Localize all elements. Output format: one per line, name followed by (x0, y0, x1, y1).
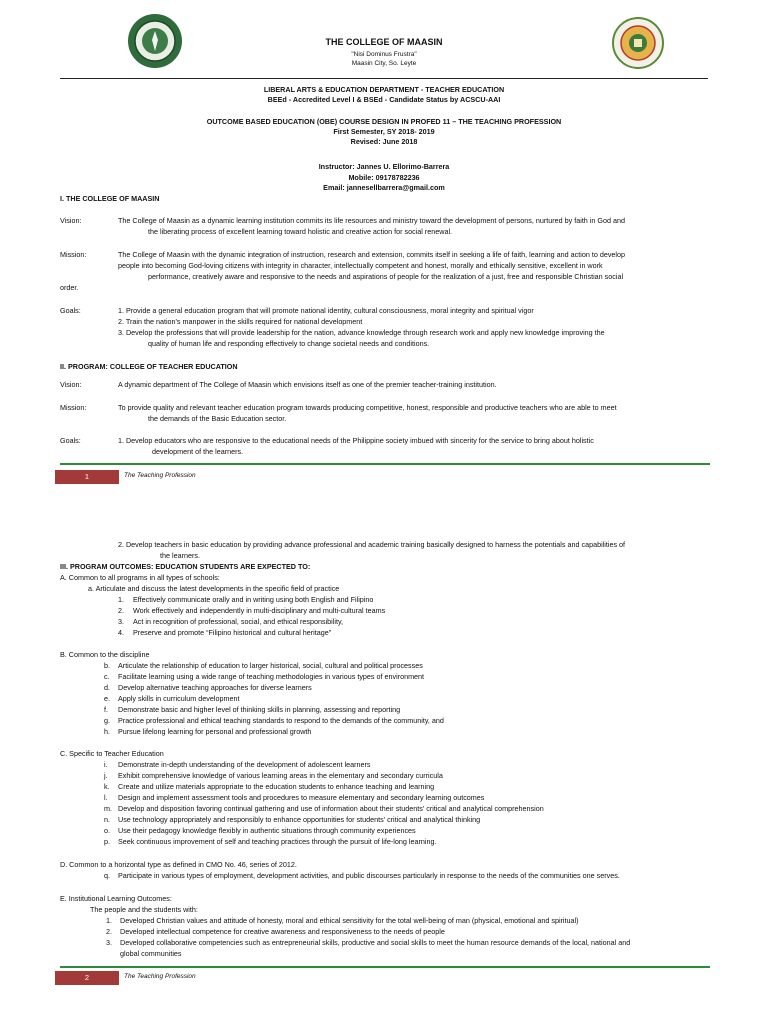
list-item-text: Facilitate learning using a wide range of teaching methodologies in various types of environment (118, 672, 425, 681)
department-title: LIBERAL ARTS & EDUCATION DEPARTMENT - TEACHER EDUCATION (263, 85, 505, 94)
list-marker: d. (104, 683, 110, 692)
list-item-text: Apply skills in curriculum development (118, 694, 240, 703)
list-marker: 1. (106, 916, 112, 925)
instructor-mobile: Mobile: 09178782236 (348, 173, 420, 182)
list-marker: g. (104, 716, 110, 725)
list-item-text: Developed collaborative competencies such as entrepreneurial skills, productive and social skills to meet the human resource demands of the local, national and (120, 938, 631, 947)
page-number-badge: 1 (55, 470, 119, 484)
list-marker: c. (104, 672, 110, 681)
footer-rule (60, 463, 710, 465)
list-marker: p. (104, 837, 110, 846)
section-1-title: I. THE COLLEGE OF MAASIN (60, 194, 160, 203)
outcome-group-d-title: D. Common to a horizontal type as defined in CMO No. 46, series of 2012. (60, 860, 297, 869)
mission-line: order. (60, 283, 79, 292)
list-item-text: Pursue lifelong learning for personal and professional growth (118, 727, 312, 736)
outcome-group-e-title: E. Institutional Learning Outcomes: (60, 894, 172, 903)
list-item-text: Developed intellectual competence for creative awareness and responsiveness to the needs of people (120, 927, 445, 936)
list-marker: e. (104, 694, 110, 703)
instructor-name: Instructor: Jannes U. Ellorimo-Barrera (318, 162, 450, 171)
semester-text: First Semester, SY 2018- 2019 (333, 127, 435, 136)
list-item-text: Effectively communicate orally and in writing using both English and Filipino (133, 595, 374, 604)
list-marker: l. (104, 793, 108, 802)
list-item-text: Act in recognition of professional, social, and ethical responsibility, (133, 617, 344, 626)
list-item-text: Design and implement assessment tools and procedures to measure elementary and secondary learning outcomes (118, 793, 485, 802)
program-mission-line: the demands of the Basic Education sector. (148, 414, 287, 423)
list-item-text: Create and utilize materials appropriate to the education students to enhance teaching and learning (118, 782, 435, 791)
program-goal-item: 2. Develop teachers in basic education by providing advance professional and academic training basically designed to harness the potentials and capabilities of (118, 540, 626, 549)
list-marker: n. (104, 815, 110, 824)
list-item-text: Developed Christian values and attitude of honesty, moral and ethical sensitivity for the total well-being of man (physical, emotional and spiritual) (120, 916, 579, 925)
list-item-text: Articulate the relationship of education to larger historical, social, cultural and political processes (118, 661, 423, 670)
mission-line: performance, creatively aware and responsive to the needs and aspirations of people for the realization of a just, free and responsible Christian social (148, 272, 624, 281)
list-marker: f. (104, 705, 108, 714)
accreditation-text: BEEd - Accredited Level I & BSEd - Candidate Status by ACSCU-AAI (267, 95, 501, 104)
mission-line: The College of Maasin with the dynamic integration of instruction, research and extension, commits itself in seeking a life of faith, learning and action to develop (118, 250, 625, 259)
revised-text: Revised: June 2018 (350, 137, 418, 146)
vision-line: The College of Maasin as a dynamic learning institution commits its life resources and ministry toward the development of persons, nurtured by faith in God and (118, 216, 625, 225)
program-mission-label: Mission: (60, 403, 87, 412)
list-marker: q. (104, 871, 110, 880)
program-vision: A dynamic department of The College of Maasin which envisions itself as one of the premier teacher-training institution. (118, 380, 497, 389)
list-marker: h. (104, 727, 110, 736)
vision-label: Vision: (60, 216, 82, 225)
outcome-a-sub: a. Articulate and discuss the latest developments in the specific field of practice (88, 584, 340, 593)
list-marker: m. (104, 804, 112, 813)
outcome-group-b-title: B. Common to the discipline (60, 650, 150, 659)
instructor-email: Email: jannesellbarrera@gmail.com (323, 183, 445, 192)
section-2-title: II. PROGRAM: COLLEGE OF TEACHER EDUCATION (60, 362, 238, 371)
list-item-text: Preserve and promote “Filipino historical and cultural heritage” (133, 628, 332, 637)
header-divider (60, 78, 708, 79)
list-marker: 2. (118, 606, 124, 615)
college-location: Maasin City, So. Leyte (351, 60, 417, 67)
section-3-title: III. PROGRAM OUTCOMES: EDUCATION STUDENTS ARE EXPECTED TO: (60, 562, 311, 571)
list-item-text: Exhibit comprehensive knowledge of various learning areas in the elementary and secondary curricula (118, 771, 443, 780)
outcome-e-sub: The people and the students with: (90, 905, 198, 914)
list-item-text: Demonstrate in-depth understanding of the development of adolescent learners (118, 760, 371, 769)
list-item-text: Work effectively and independently in multi-disciplinary and multi-cultural teams (133, 606, 386, 615)
goal-item: 1. Provide a general education program that will promote national identity, cultural consciousness, moral integrity and spiritual vigor (118, 306, 534, 315)
goals-label: Goals: (60, 306, 81, 315)
program-goal-item: 1. Develop educators who are responsive to the educational needs of the Philippine society imbued with sincerity for the service to bring about holistic (118, 436, 594, 445)
course-title: OUTCOME BASED EDUCATION (OBE) COURSE DESIGN IN PROFED 11 – THE TEACHING PROFESSION (206, 117, 562, 126)
program-goal-item: the learners. (160, 551, 200, 560)
list-marker: i. (104, 760, 108, 769)
list-marker: j. (104, 771, 108, 780)
goal-item: 2. Train the nation's manpower in the skills required for national development (118, 317, 363, 326)
list-marker: 3. (106, 938, 112, 947)
list-item-text: Demonstrate basic and higher level of thinking skills in planning, assessing and reporting (118, 705, 401, 714)
goal-item: quality of human life and responding effectively to change societal needs and conditions. (148, 339, 430, 348)
page-number-badge: 2 (55, 971, 119, 985)
footer-title: The Teaching Profession (124, 472, 196, 479)
college-motto: "Nisi Dominus Frustra" (351, 51, 417, 58)
program-goal-item: development of the learners. (152, 447, 244, 456)
list-item-text: Develop alternative teaching approaches for diverse learners (118, 683, 312, 692)
vision-line: the liberating process of excellent learning toward holistic and creative action for social renewal. (148, 227, 453, 236)
program-vision-label: Vision: (60, 380, 82, 389)
list-marker: 2. (106, 927, 112, 936)
footer-rule (60, 966, 710, 968)
list-marker: 4. (118, 628, 124, 637)
mission-line: people into becoming God-loving citizens with integrity in character, intellectually competent and honest, morally and ethically sensitive, excellent in work (118, 261, 603, 270)
list-marker: 1. (118, 595, 124, 604)
list-marker: k. (104, 782, 110, 791)
footer-title: The Teaching Profession (124, 973, 196, 980)
list-marker: b. (104, 661, 110, 670)
outcome-group-a-title: A. Common to all programs in all types of schools: (60, 573, 220, 582)
list-item-text: Participate in various types of employment, development activities, and public discourses particularly in response to the needs of the communities one serves. (118, 871, 620, 880)
list-marker: o. (104, 826, 110, 835)
program-mission-line: To provide quality and relevant teacher education program towards producing competitive, honest, responsible and productive teachers who are able to meet (118, 403, 617, 412)
list-item-text: Develop and disposition favoring continual gathering and use of information about their students' critical and analytical comprehension (118, 804, 544, 813)
list-item-text: Seek continuous improvement of self and teaching practices through the pursuit of life-long learning. (118, 837, 437, 846)
list-marker: 3. (118, 617, 124, 626)
list-item-text: Use technology appropriately and responsibly to enhance opportunities for students' critical and analytical thinking (118, 815, 481, 824)
list-item-text: Practice professional and ethical teaching standards to respond to the demands of the community, and (118, 716, 444, 725)
mission-label: Mission: (60, 250, 87, 259)
list-item-text: Use their pedagogy knowledge flexibly in authentic situations through community experiences (118, 826, 416, 835)
college-name: THE COLLEGE OF MAASIN (325, 37, 443, 47)
program-goals-label: Goals: (60, 436, 81, 445)
goal-item: 3. Develop the professions that will provide leadership for the nation, advance knowledge through research work and apply new knowledge improving the (118, 328, 605, 337)
outcome-group-c-title: C. Specific to Teacher Education (60, 749, 164, 758)
outcome-e-item-continued: global communities (120, 949, 182, 958)
